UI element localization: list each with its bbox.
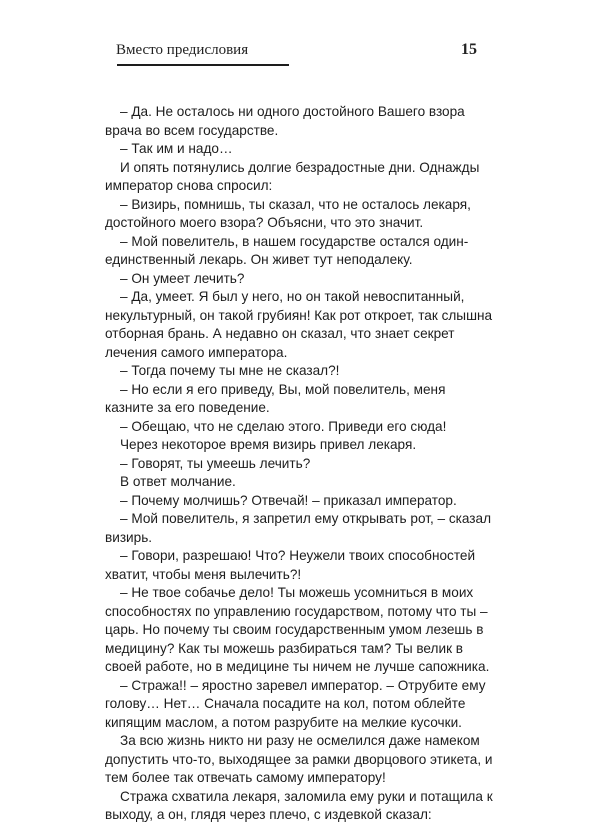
paragraph: – Почему молчишь? Отвечай! – приказал император. bbox=[120, 492, 457, 508]
paragraph: – Обещаю, что не сделаю этого. Приведи его сюда! bbox=[120, 418, 447, 434]
paragraph: – Так им и надо… bbox=[120, 141, 233, 156]
paragraph: – Говорят, ты умеешь лечить? bbox=[120, 455, 311, 471]
paragraph: Стража схватила лекаря, заломила ему руки и потащила к выходу, а он, глядя через плечо, с издевкой сказал: bbox=[105, 788, 493, 822]
paragraph: – Мой повелитель, в нашем государстве остался один-единственный лекарь. Он живет тут неподалеку. bbox=[105, 233, 469, 267]
paragraph: В ответ молчание. bbox=[120, 474, 236, 489]
paragraph: – Но если я его приведу, Вы, мой повелитель, меня казните за его поведение. bbox=[105, 381, 446, 415]
page-number: 15 bbox=[461, 41, 477, 58]
paragraph: – Да. Не осталось ни одного достойного Вашего взора врача во всем государстве. bbox=[105, 104, 465, 138]
paragraph: – Говори, разрешаю! Что? Неужели твоих способностей хватит, чтобы меня вылечить?! bbox=[105, 548, 476, 582]
body-text bbox=[105, 103, 493, 825]
paragraph: – Тогда почему ты мне не сказал?! bbox=[120, 363, 340, 378]
paragraph: – Он умеет лечить? bbox=[120, 270, 245, 286]
paragraph: – Да, умеет. Я был у него, но он такой невоспитанный, некультурный, он такой грубиян! Как рот откроет, так слышна отборная брань. А недавно он сказал, что знает секрет лечения самого императора. bbox=[105, 289, 493, 360]
paragraph: Через некоторое время визирь привел лекаря. bbox=[120, 437, 417, 452]
running-title: Вместо предисловия bbox=[116, 42, 249, 58]
paragraph: За всю жизнь никто ни разу не осмелился даже намеком допустить что-то, выходящее за рамки дворцового этикета, и тем более так отвечать самому императору! bbox=[105, 733, 493, 785]
paragraph: – Не твое собачье дело! Ты можешь усомниться в моих способностях по управлению государством, потому что ты – царь. Но почему ты своим государственным умом лезешь в медицину? Как ты можешь разбираться там? Ты велик в своей работе, но в медицине ты ничем не лучше сапожника. bbox=[105, 585, 490, 674]
paragraph: – Мой повелитель, я запретил ему открывать рот, – сказал визирь. bbox=[105, 511, 492, 545]
paragraph: И опять потянулись долгие безрадостные дни. Однажды император снова спросил: bbox=[105, 159, 480, 193]
header-rule bbox=[117, 64, 289, 66]
paragraph: – Стража!! – яростно заревел император. – Отрубите ему голову… Нет… Сначала посадите на кол, потом облейте кипящим маслом, а потом разрубите на мелкие кусочки. bbox=[105, 677, 486, 730]
paragraph: – Визирь, помнишь, ты сказал, что не осталось лекаря, достойного моего взора? Объясни, что это значит. bbox=[105, 196, 471, 230]
